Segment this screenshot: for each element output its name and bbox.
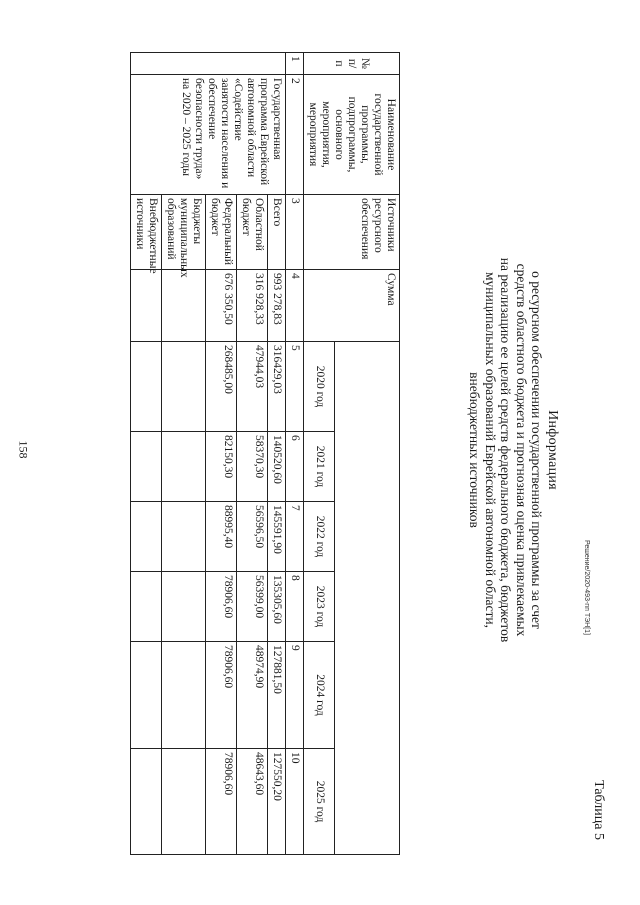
sum-cell <box>131 270 162 342</box>
year-value <box>162 749 206 855</box>
heading-line: на реализацию ее целей средств федерального бюджета, бюджетов <box>498 257 514 643</box>
year-value: 56399,00 <box>237 572 268 642</box>
header-sum: Сумма <box>304 270 400 342</box>
year-value <box>131 432 162 502</box>
year-value: 268485,00 <box>206 342 237 432</box>
year-value: 78906,60 <box>206 572 237 642</box>
index-cell: 9 <box>286 642 304 749</box>
year-value <box>162 342 206 432</box>
header-year: 2024 год <box>304 642 335 749</box>
year-value: 140520,60 <box>268 432 286 502</box>
year-value: 47944,03 <box>237 342 268 432</box>
index-row <box>286 53 304 855</box>
source-cell: Федеральный бюджет <box>206 195 237 270</box>
source-cell: Всего <box>268 195 286 270</box>
year-value: 78906,60 <box>206 749 237 855</box>
header-year: 2020 год <box>304 342 335 432</box>
year-value <box>131 642 162 749</box>
header-num: № п/п <box>304 53 400 75</box>
year-value <box>162 572 206 642</box>
index-cell: 1 <box>286 53 304 75</box>
year-value: 78906,60 <box>206 642 237 749</box>
document-heading <box>467 40 560 860</box>
header-year: 2023 год <box>304 572 335 642</box>
header-years-group <box>335 342 400 855</box>
sum-cell <box>162 270 206 342</box>
program-name: Государственная программа Еврейской автономной области «Содействие занятости населения и обеспечение безопасности труда» на 2020 – 2025 годы <box>131 75 286 195</box>
sum-cell: 316 928,33 <box>237 270 268 342</box>
year-value: 58370,30 <box>237 432 268 502</box>
year-value: 88995,40 <box>206 502 237 572</box>
heading-line: о ресурсном обеспечении государственной программы за счет <box>529 271 545 629</box>
year-value: 82150,30 <box>206 432 237 502</box>
index-cell: 5 <box>286 342 304 432</box>
rotated-page-content <box>12 40 612 860</box>
index-cell: 2 <box>286 75 304 195</box>
index-cell: 6 <box>286 432 304 502</box>
source-cell: Внебюджетные источники <box>131 195 162 270</box>
year-value <box>162 432 206 502</box>
index-cell: 4 <box>286 270 304 342</box>
year-value <box>162 502 206 572</box>
year-value: 127550,20 <box>268 749 286 855</box>
header-source: Источники ресурсного обеспечения <box>304 195 400 270</box>
index-cell: 7 <box>286 502 304 572</box>
year-value: 145591,90 <box>268 502 286 572</box>
table-label: Таблица 5 <box>591 780 606 840</box>
year-value: 316429,03 <box>268 342 286 432</box>
sum-cell: 993 278,83 <box>268 270 286 342</box>
index-cell: 3 <box>286 195 304 270</box>
page-number: 158 <box>16 440 31 459</box>
table-row <box>268 53 286 855</box>
year-value <box>162 642 206 749</box>
heading-title: Информация <box>545 410 560 490</box>
year-value <box>131 572 162 642</box>
header-name: Наименование государственной программы, подпрограммы, основного мероприятия, мероприятия <box>304 75 400 195</box>
year-value <box>131 342 162 432</box>
header-year: 2022 год <box>304 502 335 572</box>
year-value: 56596,50 <box>237 502 268 572</box>
sum-cell: 676 350,50 <box>206 270 237 342</box>
footer-code: Решение/2020-493-пп ТЭН[1] <box>583 540 590 635</box>
year-value: 135305,60 <box>268 572 286 642</box>
heading-line: муниципальных образований Еврейской автономной области, <box>483 271 498 629</box>
header-year: 2025 год <box>304 749 335 855</box>
year-value <box>131 749 162 855</box>
heading-line: средств областного бюджета и прогнозная оценка привлекаемых <box>514 263 529 637</box>
program-num <box>131 53 286 75</box>
heading-line: внебюджетных источников <box>467 372 483 528</box>
year-value: 48974,90 <box>237 642 268 749</box>
source-cell: Областной бюджет <box>237 195 268 270</box>
year-value: 127881,50 <box>268 642 286 749</box>
resource-table <box>130 52 400 855</box>
index-cell: 8 <box>286 572 304 642</box>
source-cell: Бюджеты муниципальных образований <box>162 195 206 270</box>
index-cell: 10 <box>286 749 304 855</box>
year-value: 48643,60 <box>237 749 268 855</box>
header-year: 2021 год <box>304 432 335 502</box>
year-value <box>131 502 162 572</box>
